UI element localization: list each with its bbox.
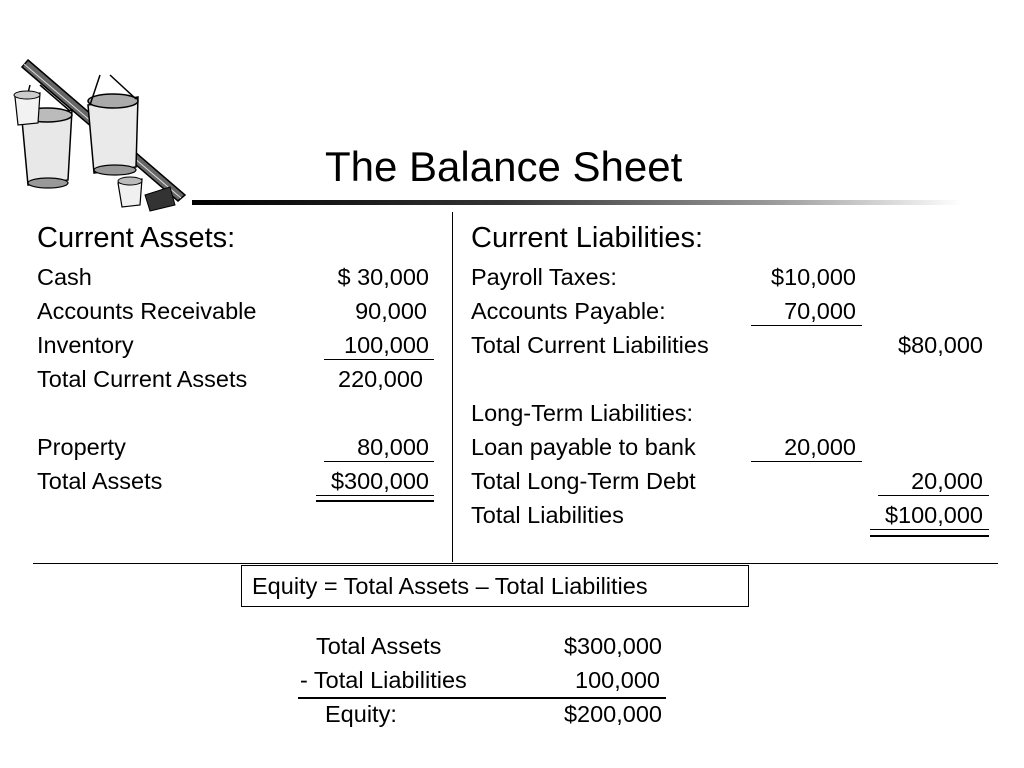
liability-total-double-underline (870, 535, 989, 537)
equity-subtraction-rule (298, 697, 666, 699)
equity-label-total-liabilities: - Total Liabilities (300, 667, 467, 693)
liability-label-payroll: Payroll Taxes: (471, 264, 617, 290)
asset-total-double-underline (316, 500, 434, 502)
asset-label-total: Total Assets (37, 468, 163, 494)
asset-value-cash: $ 30,000 (337, 264, 429, 290)
equity-formula-box: Equity = Total Assets – Total Liabilities (241, 565, 749, 607)
asset-label-property: Property (37, 434, 126, 460)
liability-total-current: $80,000 (898, 332, 983, 358)
equity-label-total-assets: Total Assets (316, 633, 442, 659)
asset-value-total-current: 220,000 (338, 366, 423, 392)
liability-label-long-term: Long-Term Liabilities: (471, 400, 694, 426)
assets-heading: Current Assets: (37, 222, 236, 254)
liability-label-payable: Accounts Payable: (471, 298, 666, 324)
slide-title: The Balance Sheet (325, 143, 683, 190)
liability-value-payable: 70,000 (751, 297, 862, 326)
liability-value-payroll: $10,000 (771, 264, 856, 290)
asset-label-total-current: Total Current Assets (37, 366, 248, 392)
liability-value-loan: 20,000 (751, 433, 862, 462)
equity-value-total-liabilities: 100,000 (575, 667, 660, 693)
asset-value-inventory: 100,000 (324, 331, 434, 360)
liability-label-total-current: Total Current Liabilities (471, 332, 709, 358)
title-divider (192, 200, 962, 205)
liability-total: $100,000 (870, 501, 989, 530)
asset-label-inventory: Inventory (37, 332, 134, 358)
balance-scale-buckets-icon (10, 55, 195, 215)
t-account-vertical-divider (452, 212, 453, 562)
equity-label-result: Equity: (325, 701, 397, 727)
liability-label-total: Total Liabilities (471, 502, 624, 528)
liabilities-heading: Current Liabilities: (471, 222, 704, 254)
equity-value-total-assets: $300,000 (563, 633, 662, 659)
liability-label-loan: Loan payable to bank (471, 434, 696, 460)
t-account-horizontal-divider (33, 563, 998, 564)
liability-label-total-long-term: Total Long-Term Debt (471, 468, 696, 494)
asset-label-cash: Cash (37, 264, 92, 290)
asset-value-receivable: 90,000 (355, 298, 427, 324)
asset-value-total: $300,000 (316, 467, 434, 496)
liability-total-long-term: 20,000 (878, 467, 989, 496)
asset-label-receivable: Accounts Receivable (37, 298, 257, 324)
asset-value-property: 80,000 (324, 433, 434, 462)
equity-value-result: $200,000 (563, 701, 662, 727)
